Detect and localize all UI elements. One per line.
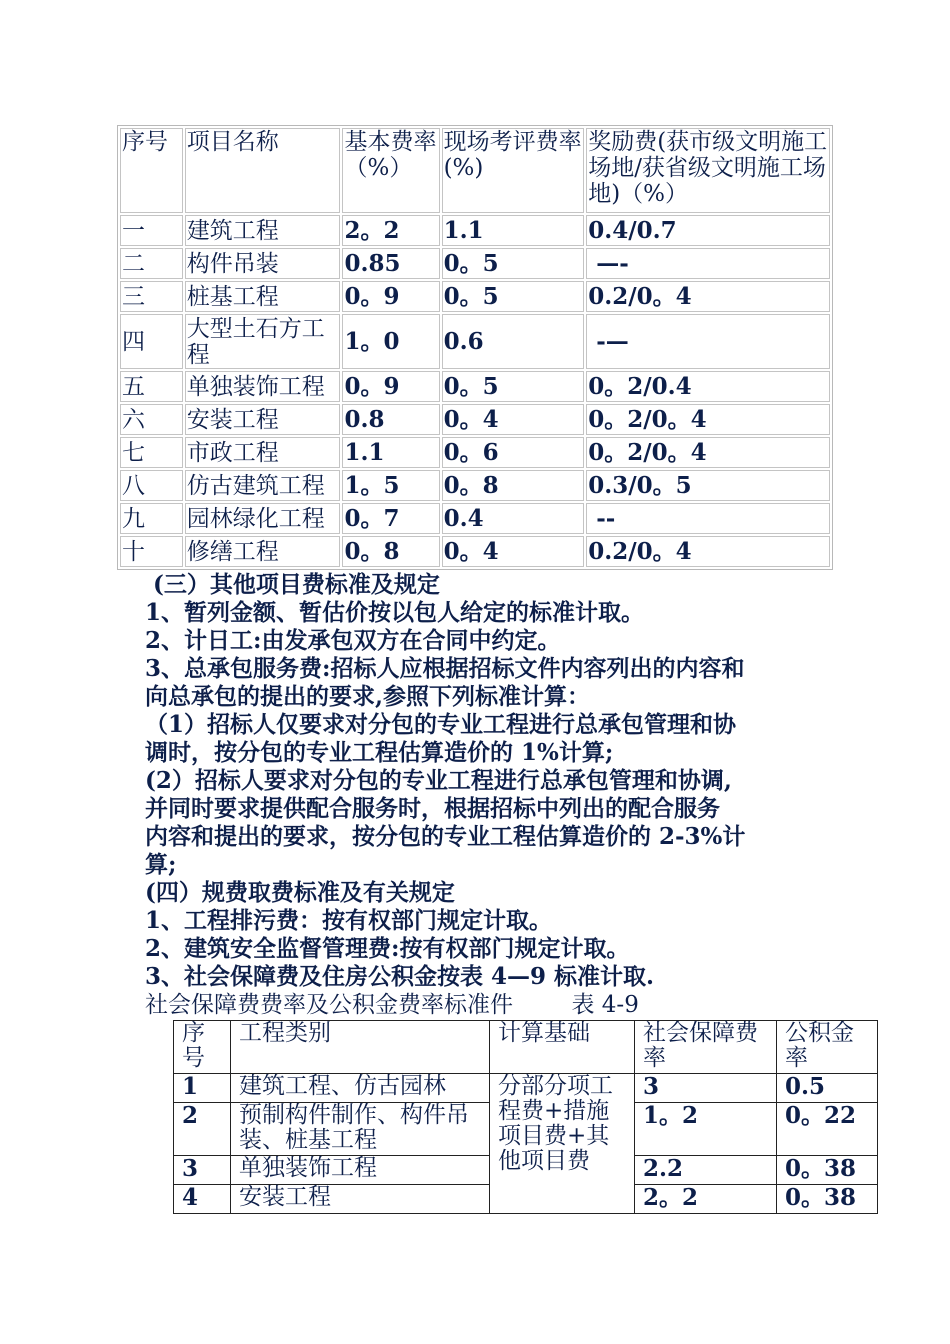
paragraph: 调时，按分包的专业工程估算造价的 1%计算; xyxy=(145,739,614,766)
table-row xyxy=(120,404,830,435)
table-row xyxy=(120,437,830,468)
cell-base: 2。2 xyxy=(342,215,439,246)
cell-seq: 七 xyxy=(120,437,183,468)
paragraph: 1、工程排污费：按有权部门规定计取。 xyxy=(145,907,553,934)
cell-social: 2.2 xyxy=(635,1156,777,1185)
social-security-rate-table xyxy=(173,1020,878,1214)
cell-type: 预制构件制作、构件吊装、桩基工程 xyxy=(231,1103,490,1156)
paragraph: 向总承包的提出的要求,参照下列标准计算： xyxy=(145,683,591,710)
cell-seq: 二 xyxy=(120,248,183,279)
cell-seq: 五 xyxy=(120,371,183,402)
cell-reward: -- xyxy=(586,503,830,534)
cell-reward: 0。2/0。4 xyxy=(586,437,830,468)
table-row xyxy=(120,314,830,369)
header-reward: 奖励费(获市级文明施工场地/获省级文明施工场地)（%） xyxy=(586,128,830,213)
header-type: 工程类别 xyxy=(231,1021,490,1074)
paragraph: 3、总承包服务费:招标人应根据招标文件内容列出的内容和 xyxy=(145,655,745,682)
paragraph: 3、社会保障费及住房公积金按表 4—9 标准计取. xyxy=(145,963,655,990)
header-seq: 序号 xyxy=(120,128,183,213)
cell-fund: 0。38 xyxy=(777,1185,878,1214)
header-fund-rate: 公积金率 xyxy=(777,1021,878,1074)
header-social-rate: 社会保障费率 xyxy=(635,1021,777,1074)
cell-site: 0.6 xyxy=(442,314,585,369)
cell-base: 0。9 xyxy=(342,281,439,312)
paragraph: （1）招标人仅要求对分包的专业工程进行总承包管理和协 xyxy=(145,711,737,738)
cell-name: 大型土石方工程 xyxy=(185,314,341,369)
cell-site: 0。8 xyxy=(442,470,585,501)
table-row xyxy=(120,215,830,246)
cell-social: 1。2 xyxy=(635,1103,777,1156)
cell-site: 0。5 xyxy=(442,281,585,312)
cell-name: 园林绿化工程 xyxy=(185,503,341,534)
paragraph: (2）招标人要求对分包的专业工程进行总承包管理和协调, xyxy=(145,767,732,794)
cell-base: 0。7 xyxy=(342,503,439,534)
cell-reward: 0。2/0.4 xyxy=(586,371,830,402)
table-row xyxy=(120,281,830,312)
header-site-rate: 现场考评费率(%) xyxy=(442,128,585,213)
cell-base: 分部分项工程费+措施项目费+其他项目费 xyxy=(490,1074,635,1214)
cell-base: 1.1 xyxy=(342,437,439,468)
cell-site: 0。5 xyxy=(442,371,585,402)
cell-name: 市政工程 xyxy=(185,437,341,468)
cell-fund: 0。38 xyxy=(777,1156,878,1185)
cell-name: 单独装饰工程 xyxy=(185,371,341,402)
cell-seq: 六 xyxy=(120,404,183,435)
table-row xyxy=(120,371,830,402)
cell-name: 仿古建筑工程 xyxy=(185,470,341,501)
cell-site: 0。4 xyxy=(442,404,585,435)
cell-reward: 0.4/0.7 xyxy=(586,215,830,246)
cell-site: 0.4 xyxy=(442,503,585,534)
paragraph: 1、暂列金额、暂估价按以包人给定的标准计取。 xyxy=(145,599,645,626)
paragraph: 内容和提出的要求，按分包的专业工程估算造价的 2-3%计 xyxy=(145,823,746,850)
cell-seq: 三 xyxy=(120,281,183,312)
paragraph: 2、建筑安全监督管理费:按有权部门规定计取。 xyxy=(145,935,630,962)
cell-seq: 1 xyxy=(174,1074,231,1103)
table-row xyxy=(174,1074,878,1103)
cell-reward: —- xyxy=(586,248,830,279)
body-text xyxy=(145,571,835,1019)
header-seq: 序号 xyxy=(174,1021,231,1074)
table-row xyxy=(120,248,830,279)
cell-site: 0。5 xyxy=(442,248,585,279)
header-base: 计算基础 xyxy=(490,1021,635,1074)
cell-seq: 3 xyxy=(174,1156,231,1185)
fee-rate-table xyxy=(117,125,833,570)
header-base-rate: 基本费率（%） xyxy=(342,128,439,213)
cell-type: 建筑工程、仿古园林 xyxy=(231,1074,490,1103)
table-caption: 社会保障费费率及公积金费率标准件 表 4-9 xyxy=(145,992,639,1018)
cell-seq: 四 xyxy=(120,314,183,369)
cell-social: 3 xyxy=(635,1074,777,1103)
cell-site: 1.1 xyxy=(442,215,585,246)
cell-type: 安装工程 xyxy=(231,1185,490,1214)
cell-site: 0。6 xyxy=(442,437,585,468)
cell-seq: 九 xyxy=(120,503,183,534)
cell-name: 构件吊装 xyxy=(185,248,341,279)
cell-reward: -— xyxy=(586,314,830,369)
cell-fund: 0。22 xyxy=(777,1103,878,1156)
cell-seq: 2 xyxy=(174,1103,231,1156)
header-name: 项目名称 xyxy=(185,128,341,213)
social-table-header-row xyxy=(174,1021,878,1074)
cell-base: 1。5 xyxy=(342,470,439,501)
table-row xyxy=(120,536,830,567)
cell-name: 修缮工程 xyxy=(185,536,341,567)
table-row xyxy=(120,503,830,534)
cell-name: 建筑工程 xyxy=(185,215,341,246)
fee-table-header-row xyxy=(120,128,830,213)
paragraph: 2、计日工:由发承包双方在合同中约定。 xyxy=(145,627,561,654)
cell-seq: 一 xyxy=(120,215,183,246)
cell-base: 0.85 xyxy=(342,248,439,279)
section-4-title: (四）规费取费标准及有关规定 xyxy=(145,879,455,906)
cell-name: 安装工程 xyxy=(185,404,341,435)
cell-seq: 4 xyxy=(174,1185,231,1214)
cell-reward: 0.2/0。4 xyxy=(586,536,830,567)
cell-reward: 0.3/0。5 xyxy=(586,470,830,501)
section-3-title: (三）其他项目费标准及规定 xyxy=(145,571,440,598)
cell-base: 0。8 xyxy=(342,536,439,567)
cell-base: 1。0 xyxy=(342,314,439,369)
cell-seq: 十 xyxy=(120,536,183,567)
cell-type: 单独装饰工程 xyxy=(231,1156,490,1185)
cell-site: 0。4 xyxy=(442,536,585,567)
paragraph: 并同时要求提供配合服务时，根据招标中列出的配合服务 xyxy=(145,795,720,822)
table-row xyxy=(120,470,830,501)
cell-fund: 0.5 xyxy=(777,1074,878,1103)
cell-reward: 0.2/0。4 xyxy=(586,281,830,312)
cell-name: 桩基工程 xyxy=(185,281,341,312)
cell-reward: 0。2/0。4 xyxy=(586,404,830,435)
cell-social: 2。2 xyxy=(635,1185,777,1214)
cell-base: 0.8 xyxy=(342,404,439,435)
cell-base: 0。9 xyxy=(342,371,439,402)
cell-seq: 八 xyxy=(120,470,183,501)
paragraph: 算; xyxy=(145,851,177,878)
